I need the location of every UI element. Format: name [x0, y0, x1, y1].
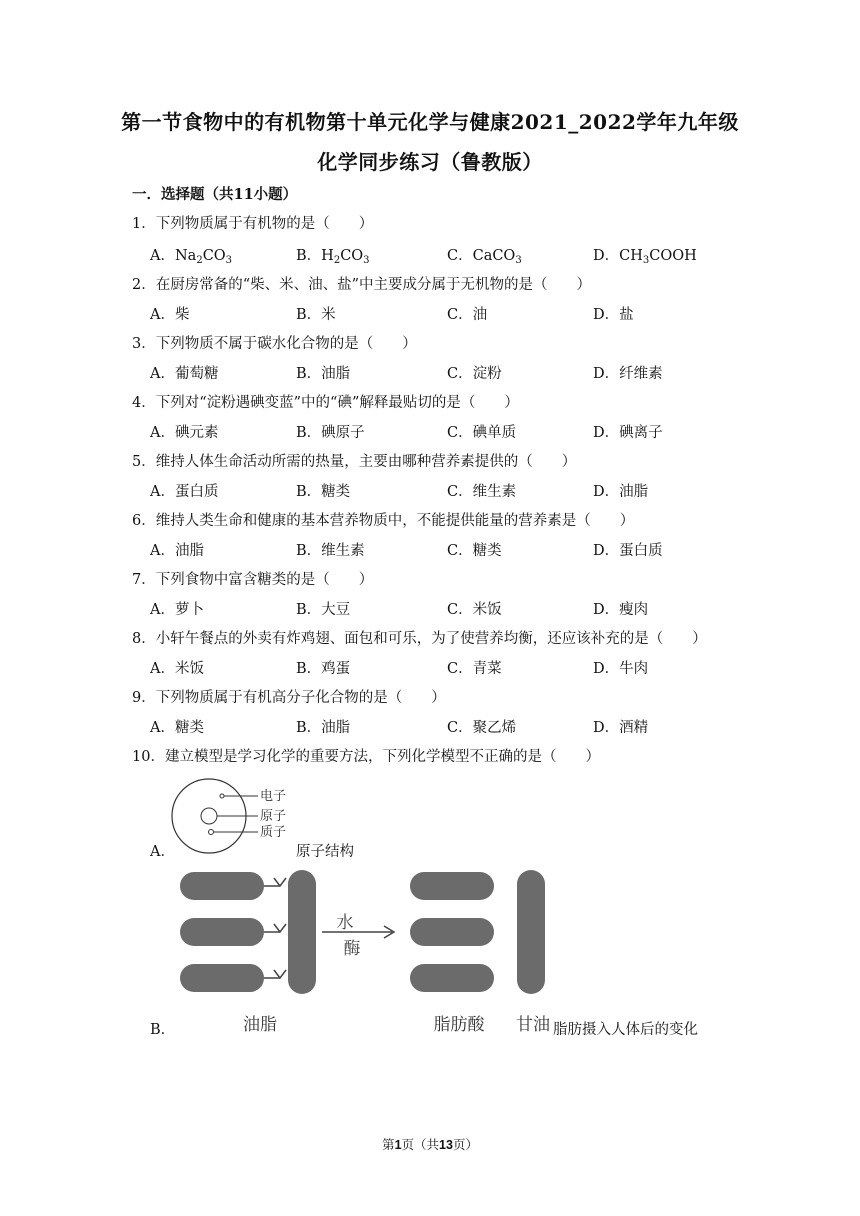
q7-option-a: A．萝卜	[150, 602, 204, 618]
page-footer: 第1页（共13页）	[382, 1137, 478, 1152]
q9-option-b: B．油脂	[296, 720, 351, 736]
q10-option-b-letter: B．	[150, 1022, 176, 1038]
q9-option-c: C．聚乙烯	[447, 720, 517, 736]
q4-option-b: B．碘原子	[296, 425, 365, 441]
q6-option-b: B．维生素	[296, 543, 365, 559]
q3-option-d: D．纤维素	[593, 366, 663, 382]
q7-option-d: D．瘦肉	[593, 602, 649, 618]
label-proton: 质子	[260, 825, 287, 840]
oil-chain-2	[180, 918, 264, 946]
q2-option-d: D．盐	[593, 307, 634, 323]
q4-option-d: D．碘离子	[593, 425, 663, 441]
q2-option-a: A．柴	[150, 307, 190, 323]
question-8-stem: 8．小轩午餐点的外卖有炸鸡翅、面包和可乐，为了使营养均衡，还应该补充的是（ ）	[132, 631, 707, 647]
q1-option-c: C．CaCO$_3$	[447, 248, 522, 266]
q6-option-d: D．蛋白质	[593, 543, 663, 559]
atom-structure-figure	[170, 777, 295, 857]
q5-option-d: D．油脂	[593, 484, 649, 500]
q9-option-a: A．糖类	[150, 720, 204, 736]
fatty-acid-3	[410, 964, 494, 992]
q1-option-d: D．$CH_3COOH$	[593, 248, 697, 266]
question-1-stem: 1．下列物质属于有机物的是（ ）	[132, 216, 374, 232]
q7-option-c: C．米饭	[447, 602, 502, 618]
q6-option-a: A．油脂	[150, 543, 204, 559]
q1-option-b: B．$H_2CO_3$	[296, 248, 370, 266]
arrow-label-enzyme: 酶	[343, 939, 361, 959]
label-glycerol: 甘油	[516, 1015, 550, 1035]
question-5-stem: 5．维持人体生命活动所需的热量，主要由哪种营养素提供的（ ）	[132, 454, 577, 470]
oil-backbone	[288, 870, 316, 994]
glycerol	[517, 870, 545, 994]
q8-option-a: A．米饭	[150, 661, 204, 677]
q4-option-c: C．碘单质	[447, 425, 517, 441]
section-heading: 一．选择题（共11小题）	[132, 186, 298, 203]
fat-digestion-figure	[170, 866, 555, 1038]
fatty-acid-2	[410, 918, 494, 946]
question-4-stem: 4．下列对“淀粉遇碘变蓝”中的“碘”解释最贴切的是（ ）	[132, 395, 519, 411]
question-6-stem: 6．维持人类生命和健康的基本营养物质中，不能提供能量的营养素是（ ）	[132, 513, 635, 529]
q3-option-b: B．油脂	[296, 366, 351, 382]
label-atom: 原子	[260, 809, 287, 824]
label-electron: 电子	[260, 789, 287, 804]
q2-option-c: C．油	[447, 307, 488, 323]
q10-option-a-caption: 原子结构	[296, 844, 354, 860]
q5-option-c: C．维生素	[447, 484, 517, 500]
question-9-stem: 9．下列物质属于有机高分子化合物的是（ ）	[132, 690, 446, 706]
question-7-stem: 7．下列食物中富含糖类的是（ ）	[132, 572, 374, 588]
q3-option-c: C．淀粉	[447, 366, 502, 382]
q5-option-b: B．糖类	[296, 484, 351, 500]
q10-option-b-caption: 脂肪摄入人体后的变化	[553, 1022, 698, 1038]
q5-option-a: A．蛋白质	[150, 484, 219, 500]
q8-option-d: D．牛肉	[593, 661, 649, 677]
q1-option-a: A．$Na_2CO_3$	[150, 248, 233, 266]
q6-option-c: C．糖类	[447, 543, 502, 559]
title-line-1: 第一节食物中的有机物第十单元化学与健康2021_2022学年九年级	[121, 110, 739, 134]
label-oil: 油脂	[243, 1015, 277, 1035]
question-2-stem: 2．在厨房常备的“柴、米、油、盐”中主要成分属于无机物的是（ ）	[132, 277, 592, 293]
page-total: 13	[439, 1138, 453, 1152]
page-number: 1	[394, 1138, 402, 1152]
q8-option-b: B．鸡蛋	[296, 661, 351, 677]
oil-chain-1	[180, 872, 264, 900]
q9-option-d: D．酒精	[593, 720, 649, 736]
q8-option-c: C．青菜	[447, 661, 502, 677]
q7-option-b: B．大豆	[296, 602, 351, 618]
question-3-stem: 3．下列物质不属于碳水化合物的是（ ）	[132, 336, 417, 352]
q10-option-a-letter: A．	[150, 844, 175, 860]
title-line-2: 化学同步练习（鲁教版）	[317, 150, 543, 174]
fatty-acid-1	[410, 872, 494, 900]
q3-option-a: A．葡萄糖	[150, 366, 219, 382]
oil-chain-3	[180, 964, 264, 992]
label-fatty-acid: 脂肪酸	[433, 1015, 485, 1035]
question-10-stem: 10．建立模型是学习化学的重要方法，下列化学模型不正确的是（ ）	[132, 749, 600, 765]
q2-option-b: B．米	[296, 307, 336, 323]
arrow-label-water: 水	[336, 913, 354, 933]
q4-option-a: A．碘元素	[150, 425, 219, 441]
